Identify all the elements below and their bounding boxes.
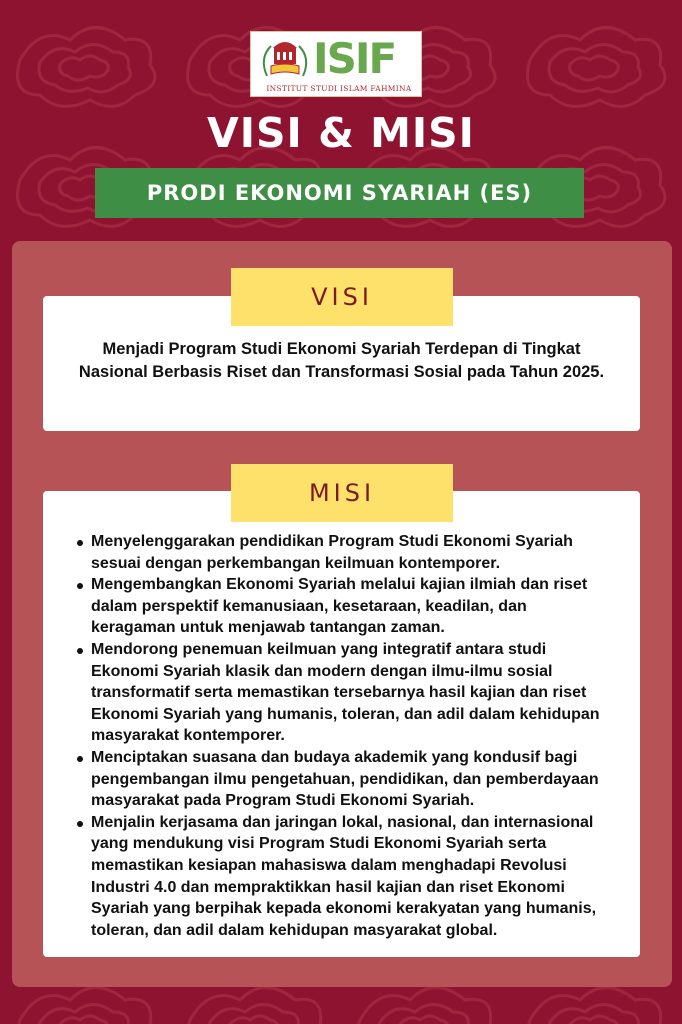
bullet-icon (77, 756, 83, 762)
program-subtitle: PRODI EKONOMI SYARIAH (ES) (95, 168, 584, 218)
misi-item-text: Mendorong penemuan keilmuan yang integratif antara studi Ekonomi Syariah klasik dan modern dengan ilmu-ilmu sosial transformatif serta memastikan tersebarnya hasil kajian dan riset Ekonomi Syariah yang humanis, toleran, dan adil dalam kehidupan masyarakat kontemporer. (91, 640, 600, 745)
misi-item-text: Menjalin kerjasama dan jaringan lokal, nasional, dan internasional yang mendukung visi Program Studi Ekonomi Syariah serta memastikan kesiapan mahasiswa dalam menghadapi Revolusi Industri 4.0 dan mempraktikkan hasil kajian dan riset Ekonomi Syariah yang berpihak kepada ekonomi kerakyatan yang humanis, toleran, dan adil dalam kehidupan masyarakat global. (91, 813, 597, 939)
logo-institution-name: INSTITUT STUDI ISLAM FAHMINA (266, 84, 412, 93)
visi-label: VISI (231, 268, 453, 326)
bullet-icon (77, 821, 83, 827)
misi-item-text: Menciptakan suasana dan budaya akademik yang kondusif bagi pengembangan ilmu pengetahuan, pendidikan, dan pemberdayaan masyarakat pada Program Studi Ekonomi Syariah. (91, 748, 599, 810)
visi-text: Menjadi Program Studi Ekonomi Syariah Terdepan di Tingkat Nasional Berbasis Riset dan Transformasi Sosial pada Tahun 2025. (78, 340, 605, 381)
logo-acronym: ISIF (313, 34, 396, 83)
misi-item-text: Menyelenggarakan pendidikan Program Studi Ekonomi Syariah sesuai dengan perkembangan keilmuan kontemporer. (91, 533, 573, 572)
page-title: VISI & MISI (207, 109, 475, 157)
bullet-icon (77, 540, 83, 546)
institution-logo (250, 31, 422, 97)
bullet-icon (77, 648, 83, 654)
mosque-book-emblem-icon (257, 36, 313, 84)
list-item (74, 812, 614, 942)
list-item (74, 747, 614, 812)
misi-list (74, 531, 614, 941)
misi-item-text: Mengembangkan Ekonomi Syariah melalui kajian ilmiah dan riset dalam perspektif kemanusiaan, kesetaraan, keadilan, dan keragaman untuk menjawab tantangan zaman. (91, 576, 588, 637)
misi-label: MISI (231, 464, 453, 522)
list-item (74, 531, 614, 574)
list-item (74, 639, 614, 747)
bullet-icon (77, 583, 83, 589)
list-item (74, 574, 614, 639)
